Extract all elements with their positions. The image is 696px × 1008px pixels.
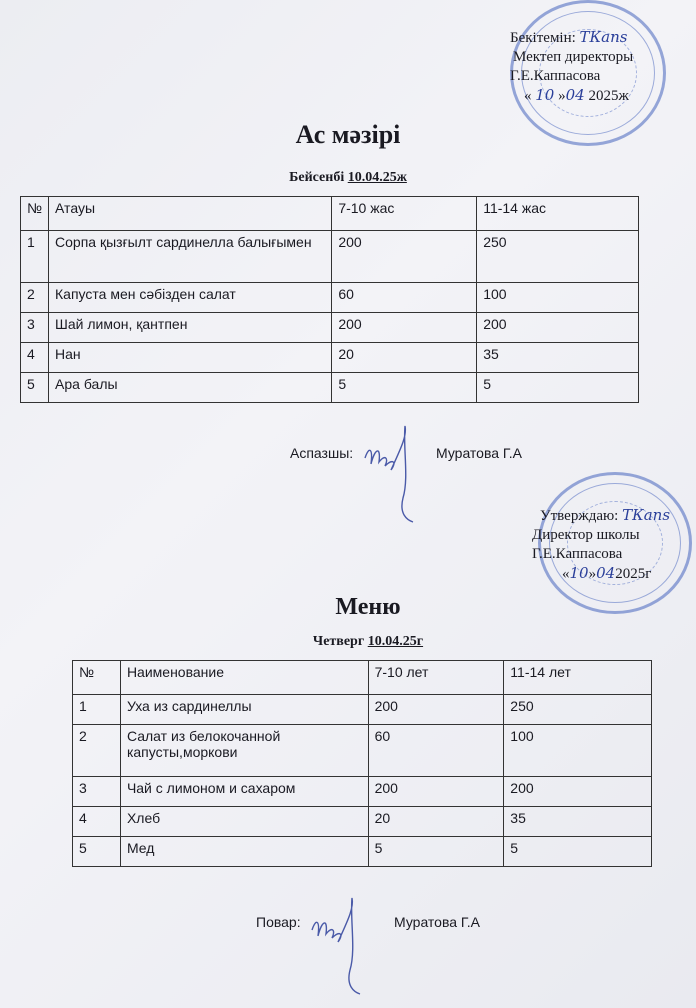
table-cell: 4 xyxy=(73,807,121,837)
table-header-row xyxy=(21,197,639,231)
approval-block-kz xyxy=(510,28,690,106)
cook-signature-scribble xyxy=(355,418,435,528)
table-cell: 5 xyxy=(73,837,121,867)
table-row xyxy=(73,725,652,777)
cook-label: Повар: xyxy=(256,914,301,930)
table-cell: Уха из сардинеллы xyxy=(120,695,368,725)
table-cell: Шай лимон, қантпен xyxy=(49,313,332,343)
table-cell: 200 xyxy=(368,695,504,725)
approval-position: Директор школы xyxy=(532,527,640,543)
table-cell: 100 xyxy=(504,725,652,777)
table-cell: 200 xyxy=(504,777,652,807)
table-cell: Капуста мен сәбізден салат xyxy=(49,283,332,313)
table-cell: 35 xyxy=(477,343,639,373)
column-header: № xyxy=(73,661,121,695)
director-signature: ТКапs xyxy=(579,28,628,46)
approval-label: Бекітемін: xyxy=(510,30,576,46)
table-cell: 200 xyxy=(477,313,639,343)
table-cell: Мед xyxy=(120,837,368,867)
table-cell: 200 xyxy=(368,777,504,807)
approval-block-ru xyxy=(532,506,692,584)
table-cell: 35 xyxy=(504,807,652,837)
approval-director-name: Г.Е.Каппасова xyxy=(510,68,601,84)
page-subtitle-ru xyxy=(0,634,696,650)
table-row xyxy=(73,807,652,837)
table-cell: 4 xyxy=(21,343,49,373)
table-cell: Сорпа қызғылт сардинелла балығымен xyxy=(49,231,332,283)
column-header: 11-14 жас xyxy=(477,197,639,231)
table-row xyxy=(21,343,639,373)
page-title-kz: Ас мәзірі xyxy=(295,120,401,149)
table-cell: Ара балы xyxy=(49,373,332,403)
table-row xyxy=(21,313,639,343)
table-row xyxy=(73,837,652,867)
table-cell: 20 xyxy=(368,807,504,837)
table-cell: Чай с лимоном и сахаром xyxy=(120,777,368,807)
column-header: 7-10 лет xyxy=(368,661,504,695)
table-cell: Хлеб xyxy=(120,807,368,837)
page-title-ru: Меню xyxy=(335,594,401,620)
cook-signature-ru xyxy=(256,914,301,930)
table-cell: 5 xyxy=(504,837,652,867)
director-signature: ТКапs xyxy=(622,506,671,524)
cook-label: Аспазшы: xyxy=(290,445,354,461)
column-header: № xyxy=(21,197,49,231)
approval-date: «10»042025г xyxy=(562,564,652,582)
cook-name-kz: Муратова Г.А xyxy=(436,445,523,461)
day-name: Бейсенбі xyxy=(289,170,345,185)
table-cell: Нан xyxy=(49,343,332,373)
table-header-row xyxy=(73,661,652,695)
table-cell: 1 xyxy=(21,231,49,283)
table-cell: 250 xyxy=(504,695,652,725)
table-cell: 60 xyxy=(332,283,477,313)
table-cell: 20 xyxy=(332,343,477,373)
menu-table-kz xyxy=(20,196,639,403)
cook-signature-kz xyxy=(290,445,353,461)
table-cell: 100 xyxy=(477,283,639,313)
page-subtitle-kz xyxy=(0,170,696,186)
table-cell: 3 xyxy=(73,777,121,807)
table-cell: 1 xyxy=(73,695,121,725)
table-cell: 2 xyxy=(21,283,49,313)
table-cell: 200 xyxy=(332,231,477,283)
table-row xyxy=(21,373,639,403)
table-row xyxy=(73,777,652,807)
column-header: 11-14 лет xyxy=(504,661,652,695)
approval-director-name: Г.Е.Каппасова xyxy=(532,546,623,562)
menu-date: 10.04.25ж xyxy=(347,170,407,185)
table-cell: Салат из белокочанной капусты,моркови xyxy=(120,725,368,777)
table-cell: 200 xyxy=(332,313,477,343)
cook-signature-scribble xyxy=(302,890,382,1000)
column-header: Наименование xyxy=(120,661,368,695)
table-row xyxy=(73,695,652,725)
table-cell: 3 xyxy=(21,313,49,343)
table-cell: 5 xyxy=(21,373,49,403)
table-cell: 2 xyxy=(73,725,121,777)
column-header: 7-10 жас xyxy=(332,197,477,231)
table-cell: 5 xyxy=(332,373,477,403)
column-header: Атауы xyxy=(49,197,332,231)
menu-date: 10.04.25г xyxy=(367,634,424,649)
menu-table-ru xyxy=(72,660,652,867)
approval-label: Утверждаю: xyxy=(540,508,619,524)
approval-date: « 10 »04 2025ж xyxy=(524,86,629,104)
table-cell: 5 xyxy=(477,373,639,403)
cook-name-ru: Муратова Г.А xyxy=(394,914,481,930)
approval-position: Мектеп директоры xyxy=(513,49,634,65)
table-cell: 60 xyxy=(368,725,504,777)
table-cell: 5 xyxy=(368,837,504,867)
table-row xyxy=(21,283,639,313)
table-row xyxy=(21,231,639,283)
day-name: Четверг xyxy=(312,634,365,649)
table-cell: 250 xyxy=(477,231,639,283)
